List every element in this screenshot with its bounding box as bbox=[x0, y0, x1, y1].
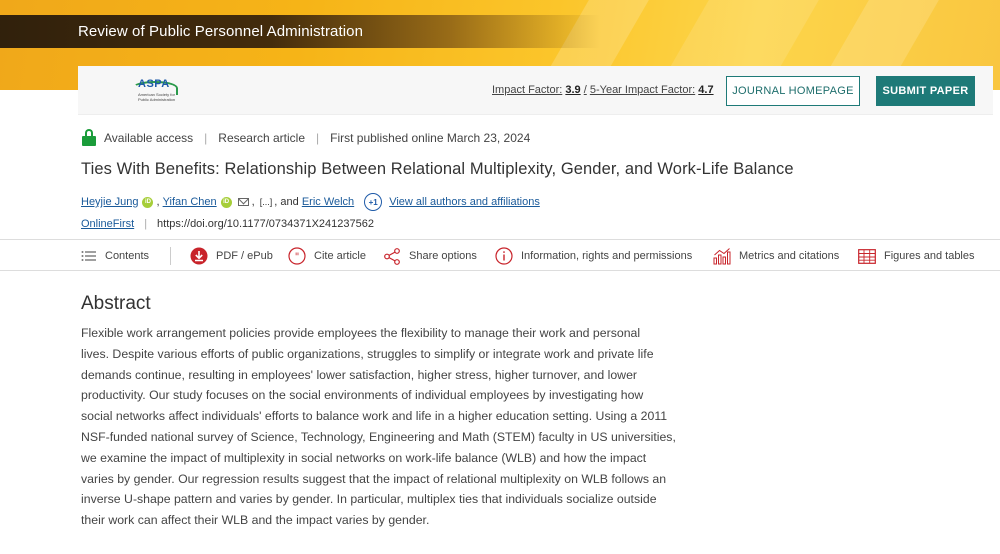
svg-text:": " bbox=[294, 252, 300, 263]
logo-text: ASPA bbox=[138, 78, 170, 90]
figures-label: Figures and tables bbox=[884, 250, 975, 262]
info-button[interactable] bbox=[495, 240, 692, 272]
doi-link[interactable]: https://doi.org/10.1177/0734371X241237562 bbox=[157, 218, 374, 230]
journal-info-bar bbox=[78, 66, 993, 115]
share-label: Share options bbox=[409, 250, 477, 262]
impact-factor[interactable] bbox=[492, 84, 714, 96]
abstract-body bbox=[81, 323, 701, 531]
toolbar-divider bbox=[170, 247, 171, 265]
share-icon bbox=[384, 248, 401, 265]
author-list: Heyjie Jung iD , Yifan Chen iD , [...] , and Eric Welch +1 View all authors and affiliations bbox=[81, 193, 540, 211]
abstract-line: we examine the impact of multiplexity in social networks on work-life balance (WLB) and how the impact bbox=[81, 450, 647, 465]
metrics-button[interactable] bbox=[713, 240, 839, 272]
abstract-heading: Abstract bbox=[81, 293, 151, 314]
view-all-authors-link[interactable]: View all authors and affiliations bbox=[389, 196, 540, 208]
meta-divider: | bbox=[316, 131, 320, 145]
cite-button[interactable] bbox=[288, 240, 366, 272]
download-icon bbox=[190, 247, 208, 265]
journal-title[interactable]: Review of Public Personnel Administration bbox=[78, 23, 364, 40]
authors-conjunction: , and bbox=[274, 196, 299, 208]
abstract-line: productivity. Our study focuses on the social environments of individual employees by investigating how bbox=[81, 388, 644, 403]
share-button[interactable] bbox=[384, 240, 477, 272]
access-status: Available access bbox=[104, 131, 194, 145]
figures-button[interactable] bbox=[858, 240, 975, 272]
five-year-impact-label: 5-Year Impact Factor: bbox=[589, 84, 696, 96]
author-link[interactable]: Heyjie Jung bbox=[81, 196, 139, 208]
publish-date: First published online March 23, 2024 bbox=[330, 131, 531, 145]
impact-factor-value: 3.9 bbox=[565, 84, 581, 96]
submit-paper-button[interactable]: SUBMIT PAPER bbox=[876, 76, 975, 106]
pdf-label: PDF / ePub bbox=[216, 250, 273, 262]
impact-separator: / bbox=[583, 84, 587, 96]
abstract-line: social networks affect individuals' efforts to balance work and life in a higher education setting. Using a 2011 bbox=[81, 409, 668, 424]
info-icon bbox=[495, 247, 513, 265]
quote-icon bbox=[288, 247, 306, 265]
table-icon bbox=[858, 249, 876, 264]
abstract-line: inverse U-shape pattern and varies by gender. In particular, multiplex ties that individuals socialize outside bbox=[81, 492, 657, 507]
authors-ellipsis[interactable]: [...] bbox=[259, 197, 273, 207]
contents-label: Contents bbox=[105, 250, 150, 262]
mail-icon[interactable] bbox=[238, 198, 249, 206]
abstract-line: Flexible work arrangement policies provide employees the flexibility to manage their work and personal bbox=[81, 326, 641, 340]
article-type: Research article bbox=[218, 131, 305, 145]
info-label: Information, rights and permissions bbox=[521, 250, 693, 262]
bar-chart-icon bbox=[713, 247, 731, 265]
cite-label: Cite article bbox=[314, 250, 366, 262]
author-link[interactable]: Eric Welch bbox=[301, 196, 355, 208]
abstract-line: NSF-funded national survey of Science, Technology, Engineering and Math (STEM) faculty in US universities, bbox=[81, 429, 676, 444]
aspa-logo[interactable] bbox=[130, 78, 182, 108]
abstract-line: their work can affect their WLB and the impact varies by gender. bbox=[81, 513, 430, 528]
contents-button[interactable] bbox=[81, 240, 149, 272]
online-first-link[interactable]: OnlineFirst bbox=[81, 218, 135, 230]
more-authors-badge[interactable]: +1 bbox=[364, 193, 382, 211]
abstract-line: lives. Despite various efforts of public organizations, struggles to simplify or integrate work and private life bbox=[81, 346, 654, 361]
orcid-icon[interactable]: iD bbox=[221, 197, 232, 208]
meta-divider: | bbox=[204, 131, 208, 145]
orcid-icon[interactable]: iD bbox=[142, 197, 153, 208]
list-icon bbox=[81, 250, 97, 262]
journal-homepage-button[interactable]: JOURNAL HOMEPAGE bbox=[726, 76, 860, 106]
abstract-line: demands continue, resulting in employees' lower satisfaction, higher stress, higher turnover, and lower bbox=[81, 367, 638, 382]
article-meta bbox=[82, 128, 530, 148]
lock-open-icon bbox=[82, 129, 96, 147]
article-title: Ties With Benefits: Relationship Between Relational Multiplexity, Gender, and Work-Life Balance bbox=[81, 160, 794, 178]
metrics-label: Metrics and citations bbox=[739, 250, 840, 262]
author-link[interactable]: Yifan Chen bbox=[162, 196, 217, 208]
logo-subtext: American Society for Public Administration bbox=[138, 92, 176, 102]
doi-line bbox=[81, 218, 374, 230]
pdf-button[interactable] bbox=[190, 240, 273, 272]
article-toolbar bbox=[0, 239, 1000, 271]
five-year-impact-value: 4.7 bbox=[698, 84, 714, 96]
meta-divider: | bbox=[144, 218, 148, 230]
abstract-line: varies by gender. Our regression results suggest that the impact of relational multiplexity on WLB follows an bbox=[81, 471, 667, 486]
journal-title-bar bbox=[0, 15, 600, 48]
impact-factor-label: Impact Factor: bbox=[492, 84, 563, 96]
